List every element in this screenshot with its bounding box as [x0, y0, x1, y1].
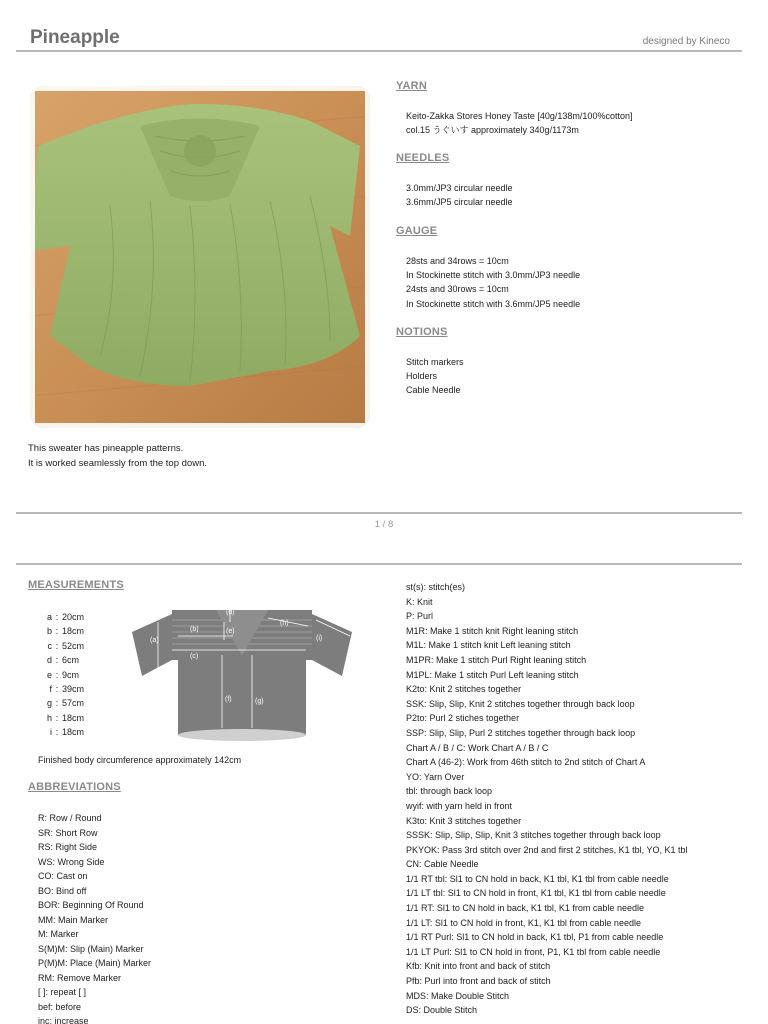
measurement-separator: : [55, 612, 59, 622]
intro-line: This sweater has pineapple patterns. [28, 443, 184, 454]
measurement-key: i [50, 727, 52, 738]
measurement-key: a [46, 612, 52, 622]
abbreviation-item: K2to: Knit 2 stitches together [406, 684, 522, 695]
diagram-label-d: (d) [226, 609, 235, 616]
needles-heading: NEEDLES [396, 152, 450, 164]
abbreviation-item: Kfb: Knit into front and back of stitch [406, 961, 551, 972]
gauge-line: 24sts and 30rows = 10cm [406, 284, 509, 295]
measurement-value: 18cm [62, 727, 85, 738]
yarn-line: col.15 うぐいす approximately 340g/1173m [406, 125, 579, 136]
diagram-label-e: (e) [226, 628, 235, 635]
abbreviation-item: 1/1 LT: Sl1 to CN hold in front, K1, K1 tbl from cable needle [406, 917, 641, 928]
notions-heading: NOTIONS [396, 326, 448, 338]
gauge-line: In Stockinette stitch with 3.0mm/JP3 needle [406, 270, 581, 281]
abbreviation-item: BO: Bind off [38, 885, 87, 896]
abbreviations-left-list [38, 811, 151, 1024]
abbreviation-item: K3to: Knit 3 stitches together [406, 815, 522, 826]
measurement-key: f [49, 684, 52, 695]
abbreviation-item: wyif: with yarn held in front [406, 800, 513, 811]
measurement-i [38, 725, 84, 739]
needle-line: 3.6mm/JP5 circular needle [406, 197, 513, 208]
notions-details [406, 355, 464, 398]
designer-credit: designed by Kineco [642, 36, 730, 47]
abbreviation-item: CO: Cast on [38, 871, 88, 881]
page-divider [16, 512, 742, 514]
measurement-separator: : [55, 626, 59, 637]
abbreviation-item: SSP: Slip, Slip, Purl 2 stitches together through back loop [406, 727, 636, 738]
measurements-heading: MEASUREMENTS [28, 579, 124, 591]
measurement-f [38, 682, 84, 696]
gauge-heading: GAUGE [396, 225, 438, 237]
abbreviation-item: BOR: Beginning Of Round [38, 900, 144, 910]
abbreviation-item: bef: before [38, 1001, 82, 1012]
measurement-separator: : [55, 655, 59, 666]
abbreviation-item: M1L: Make 1 stitch knit Left leaning stitch [406, 640, 571, 651]
abbreviation-item: WS: Wrong Side [38, 856, 105, 867]
yarn-details [406, 109, 632, 137]
diagram-label-b: (b) [190, 626, 199, 633]
abbreviation-item: M: Marker [38, 929, 79, 939]
abbreviation-item: inc: increase [38, 1016, 89, 1024]
yarn-heading: YARN [396, 80, 427, 92]
intro-line: It is worked seamlessly from the top down. [28, 458, 207, 469]
abbreviation-item: M1PR: Make 1 stitch Purl Right leaning stitch [406, 654, 587, 665]
abbreviation-item: MDS: Make Double Stitch [406, 990, 510, 1001]
abbreviation-item: RS: Right Side [38, 842, 98, 852]
measurement-value: 18cm [62, 712, 85, 723]
measurement-separator: : [55, 698, 59, 709]
measurement-e [38, 668, 84, 682]
measurement-key: b [46, 626, 52, 637]
abbreviation-item: SSSK: Slip, Slip, Slip, Knit 3 stitches together through back loop [406, 830, 661, 841]
abbreviations-right-list [406, 580, 687, 1018]
abbreviation-item: K: Knit [406, 596, 433, 607]
abbreviation-item: 1/1 LT Purl: Sl1 to CN hold in front, P1, K1 tbl from cable needle [406, 946, 661, 957]
abbreviation-item: CN: Cable Needle [406, 859, 479, 870]
page-number: 1 / 8 [374, 519, 394, 530]
page-title: Pineapple [30, 27, 120, 48]
abbreviation-item: M1R: Make 1 stitch knit Right leaning stitch [406, 625, 579, 636]
measurement-value: 57cm [62, 698, 85, 709]
diagram-label-h: (h) [280, 620, 289, 627]
measurement-value: 18cm [62, 626, 85, 637]
notion-line: Stitch markers [406, 357, 464, 367]
needle-line: 3.0mm/JP3 circular needle [406, 183, 513, 193]
abbreviation-item: YO: Yarn Over [406, 771, 465, 782]
abbreviation-item: M1PL: Make 1 stitch Purl Left leaning stitch [406, 669, 579, 680]
measurement-key: e [46, 669, 52, 680]
measurement-value: 39cm [62, 684, 85, 695]
intro-text [28, 441, 207, 471]
abbreviation-item: SSK: Slip, Slip, Knit 2 stitches together through back loop [406, 698, 635, 709]
needles-details [406, 181, 513, 209]
measurement-value: 6cm [62, 655, 80, 666]
measurement-h [38, 711, 84, 725]
measurement-value: 52cm [62, 640, 85, 651]
diagram-label-c: (c) [190, 653, 199, 660]
measurement-a [38, 610, 84, 624]
page2-divider [16, 563, 742, 565]
abbreviation-item: Pfb: Purl into front and back of stitch [406, 976, 551, 987]
abbreviation-item: R: Row / Round [38, 813, 102, 823]
diagram-label-f: (f) [225, 696, 232, 703]
diagram-label-g: (g) [255, 698, 264, 705]
abbreviation-item: RM: Remove Marker [38, 972, 122, 983]
gauge-details [406, 254, 580, 311]
abbreviation-item: P(M)M: Place (Main) Marker [38, 958, 152, 968]
measurement-key: d [46, 655, 52, 666]
notion-line: Cable Needle [406, 385, 461, 396]
abbreviation-item: Chart A / B / C: Work Chart A / B / C [406, 742, 549, 753]
measurement-separator: : [55, 684, 59, 695]
measurement-separator: : [55, 712, 59, 723]
measurement-key: g [46, 698, 52, 709]
measurement-key: h [46, 712, 52, 723]
abbreviation-item: P: Purl [406, 611, 434, 622]
sweater-photo [30, 86, 370, 428]
abbreviation-item: S(M)M: Slip (Main) Marker [38, 943, 144, 954]
measurement-c [38, 639, 84, 653]
circumference-note: Finished body circumference approximately 142cm [38, 755, 242, 765]
sweater-schematic [128, 600, 356, 750]
abbreviation-item: st(s): stitch(es) [406, 582, 466, 592]
diagram-label-i: (i) [316, 635, 323, 642]
gauge-line: 28sts and 34rows = 10cm [406, 256, 509, 266]
notion-line: Holders [406, 371, 438, 382]
measurement-separator: : [55, 727, 59, 738]
abbreviation-item: P2to: Purl 2 stiches together [406, 713, 520, 724]
abbreviation-item: 1/1 RT: Sl1 to CN hold in back, K1 tbl, K1 from cable needle [406, 903, 644, 914]
measurement-key: c [47, 640, 52, 651]
abbreviation-item: 1/1 LT tbl: Sl1 to CN hold in front, K1 tbl, K1 tbl from cable needle [406, 888, 666, 899]
measurement-d [38, 653, 84, 667]
abbreviation-item: SR: Short Row [38, 827, 98, 838]
measurements-list [38, 610, 84, 740]
measurement-separator: : [55, 669, 59, 680]
abbreviations-heading: ABBREVIATIONS [28, 781, 121, 793]
abbreviation-item: [ ]: repeat [ ] [38, 987, 87, 997]
abbreviation-item: Chart A (46-2): Work from 46th stitch to 2nd stitch of Chart A [406, 757, 646, 768]
gauge-line: In Stockinette stitch with 3.6mm/JP5 needle [406, 298, 581, 309]
yarn-line: Keito-Zakka Stores Honey Taste [40g/138m/100%cotton] [406, 111, 633, 121]
measurement-g [38, 696, 84, 710]
abbreviation-item: 1/1 RT tbl: Sl1 to CN hold in back, K1 tbl, K1 tbl from cable needle [406, 873, 669, 884]
abbreviation-item: tbl: through back loop [406, 786, 493, 797]
abbreviation-item: DS: Double Stitch [406, 1005, 478, 1016]
measurement-b [38, 624, 84, 638]
measurement-value: 9cm [62, 669, 80, 680]
header-divider [16, 50, 742, 52]
abbreviation-item: PKYOK: Pass 3rd stitch over 2nd and first 2 stitches, K1 tbl, YO, K1 tbl [406, 844, 688, 855]
measurement-separator: : [55, 640, 59, 651]
measurement-value: 20cm [62, 612, 85, 622]
abbreviation-item: MM: Main Marker [38, 914, 109, 925]
diagram-label-a: (a) [150, 637, 159, 644]
abbreviation-item: 1/1 RT Purl: Sl1 to CN hold in back, K1 tbl, P1 from cable needle [406, 932, 664, 943]
